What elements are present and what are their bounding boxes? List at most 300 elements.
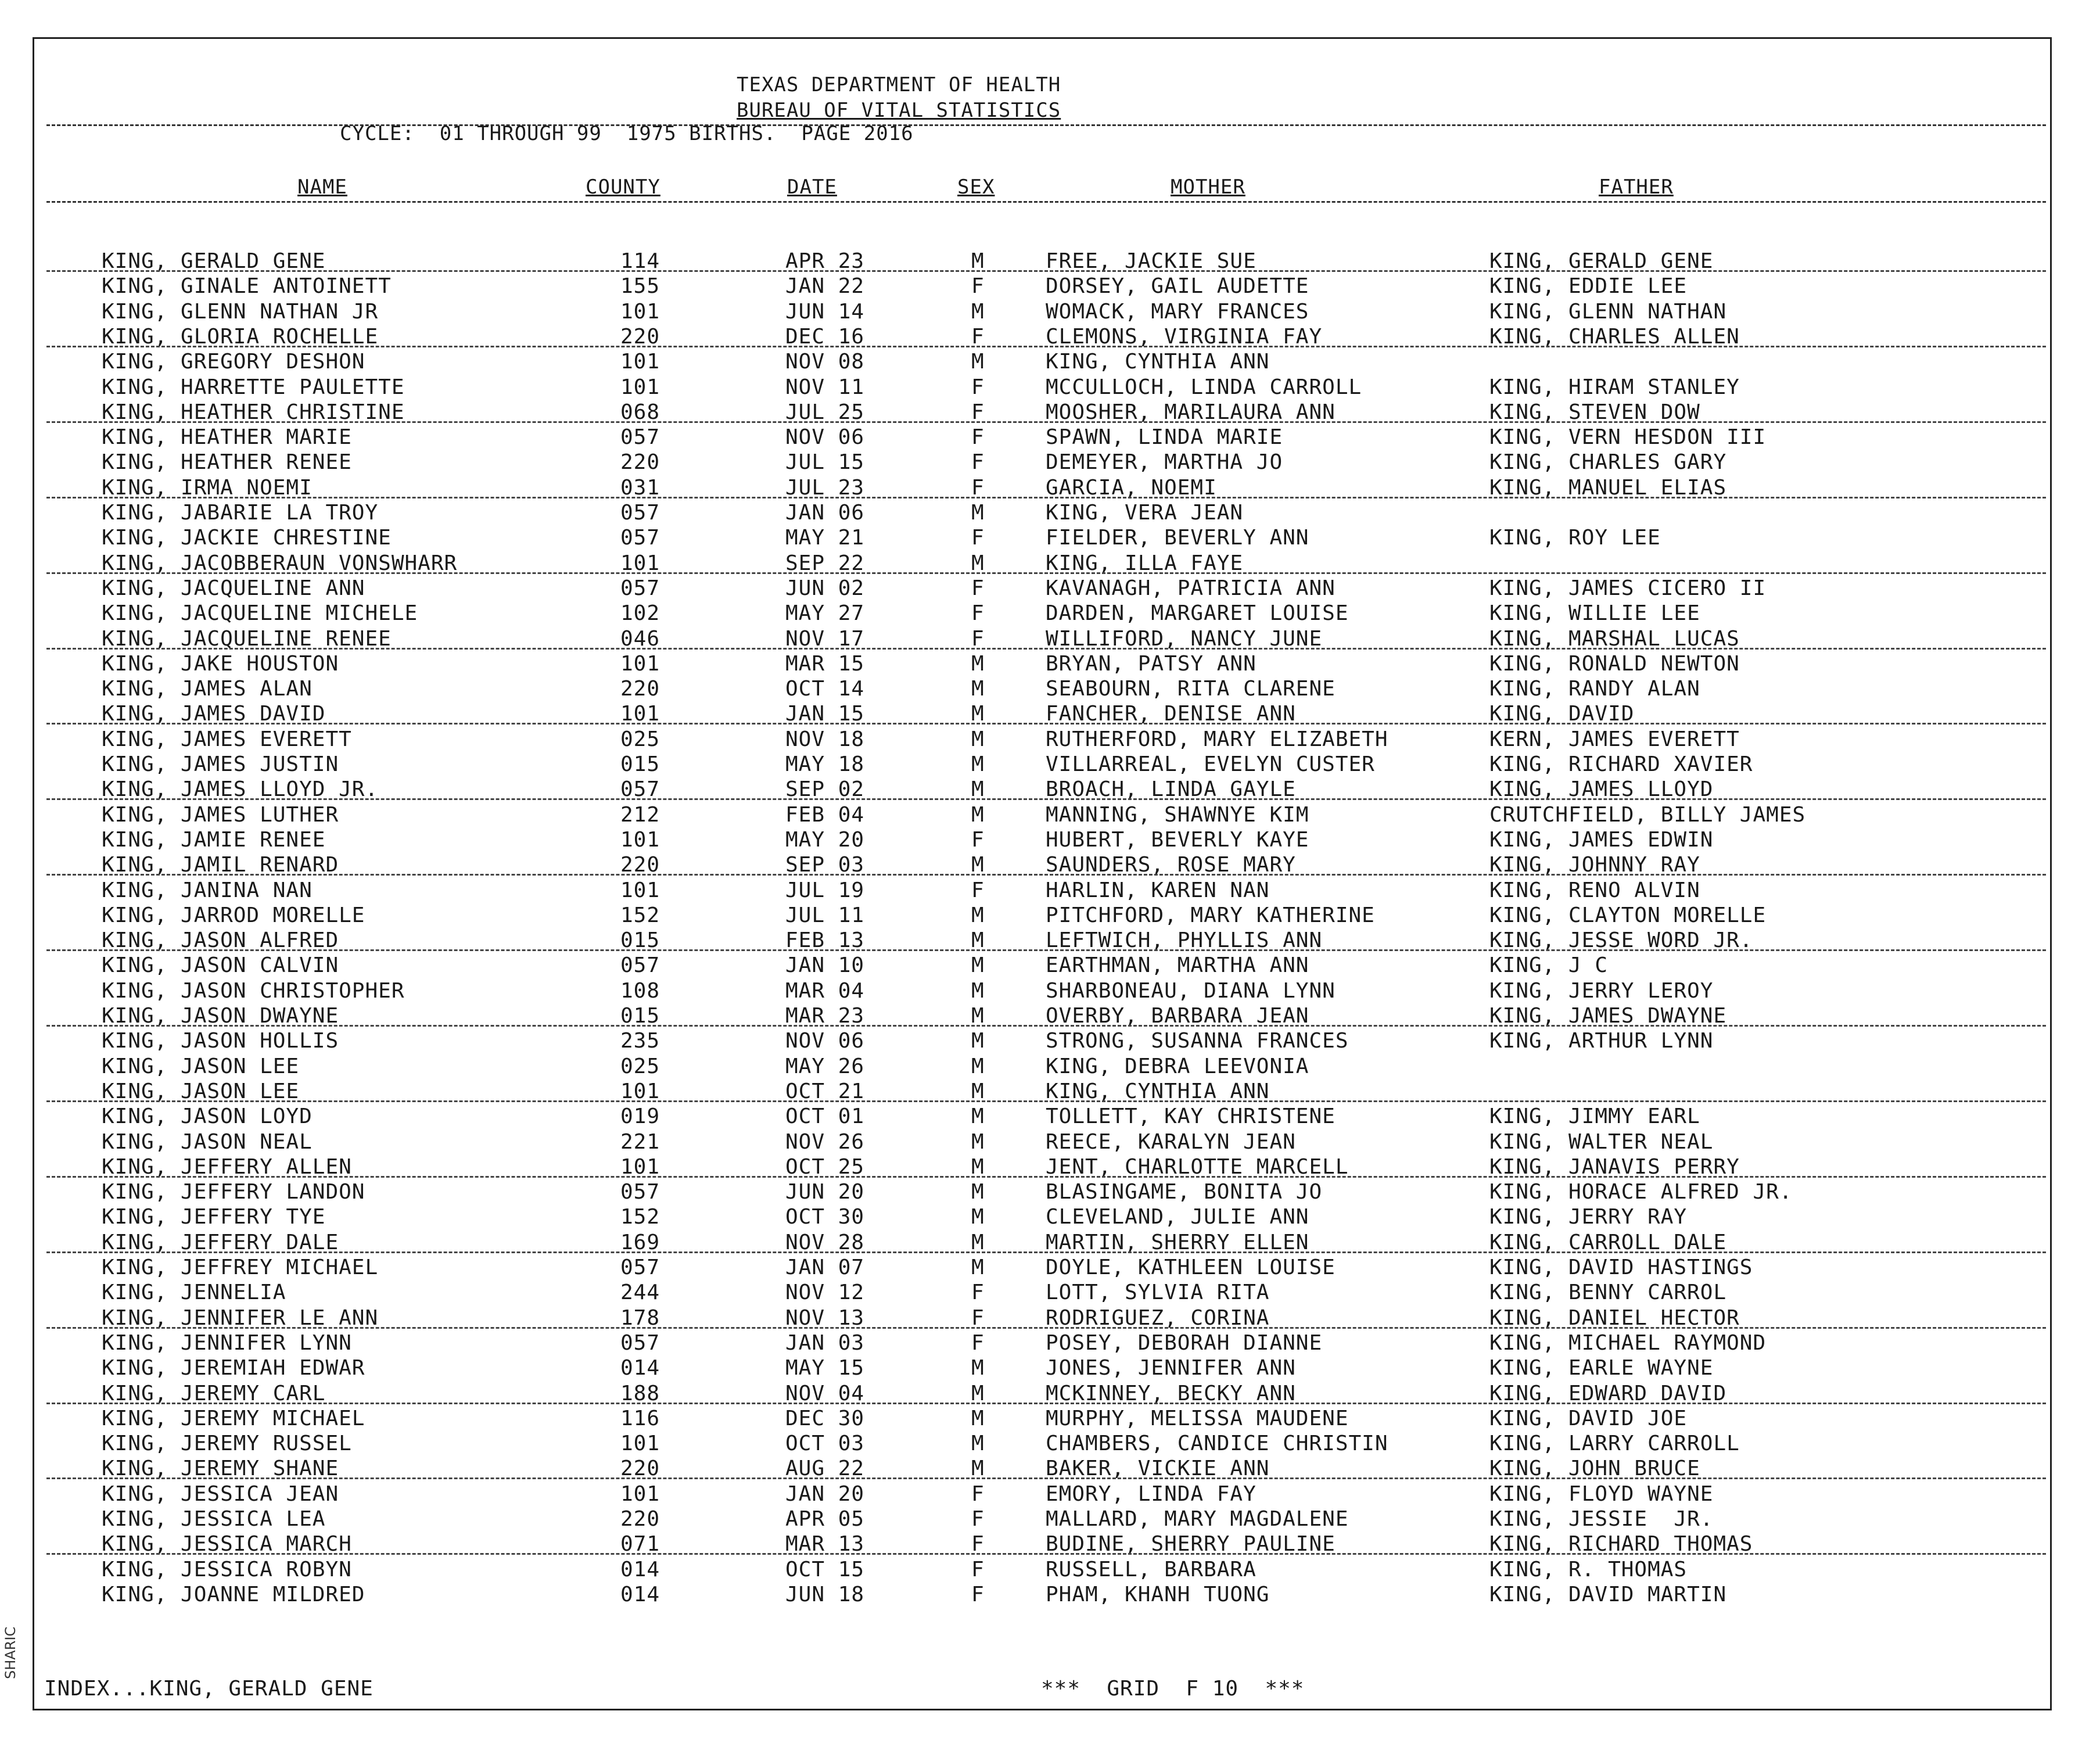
record-row [0, 1129, 2100, 1154]
record-row [0, 349, 2100, 374]
record-county: 101 [620, 1482, 660, 1506]
record-sex: F [971, 1507, 985, 1531]
record-father: KING, JESSE WORD JR. [1489, 928, 1753, 952]
record-row [0, 752, 2100, 777]
record-sex: F [971, 601, 985, 625]
record-date: MAY 20 [785, 828, 865, 852]
record-date: SEP 03 [785, 853, 865, 877]
record-date: JAN 15 [785, 702, 865, 726]
record-mother: TOLLETT, KAY CHRISTENE [1046, 1104, 1336, 1128]
record-row [0, 500, 2100, 525]
record-mother: VILLARREAL, EVELYN CUSTER [1046, 752, 1375, 776]
record-father: KING, MANUEL ELIAS [1489, 476, 1727, 500]
record-date: OCT 25 [785, 1155, 865, 1179]
record-father: KING, J C [1489, 953, 1609, 977]
record-father: KING, RICHARD XAVIER [1489, 752, 1753, 776]
record-row [0, 701, 2100, 726]
record-county: 015 [620, 752, 660, 776]
record-date: SEP 22 [785, 551, 865, 575]
record-sex: M [971, 1432, 985, 1455]
record-name: KING, JASON CHRISTOPHER [102, 979, 405, 1003]
record-mother: KING, CYNTHIA ANN [1046, 1079, 1270, 1103]
record-father: KING, JAMES EDWIN [1489, 828, 1714, 852]
record-mother: MCKINNEY, BECKY ANN [1046, 1382, 1296, 1405]
record-mother: MCCULLOCH, LINDA CARROLL [1046, 375, 1362, 399]
record-date: MAR 04 [785, 979, 865, 1003]
record-sex: F [971, 627, 985, 651]
record-sex: F [971, 325, 985, 349]
record-date: MAY 21 [785, 526, 865, 550]
footer-grid: *** GRID F 10 *** [1041, 1677, 1305, 1701]
record-county: 188 [620, 1382, 660, 1405]
record-name: KING, JACQUELINE ANN [102, 576, 365, 600]
record-name: KING, JEFFREY MICHAEL [102, 1256, 379, 1279]
record-name: KING, GLORIA ROCHELLE [102, 325, 379, 349]
record-name: KING, JESSICA ROBYN [102, 1558, 352, 1581]
record-county: 152 [620, 1205, 660, 1229]
record-county: 101 [620, 828, 660, 852]
record-name: KING, JENNIFER LYNN [102, 1331, 352, 1355]
record-county: 014 [620, 1558, 660, 1581]
record-name: KING, JARROD MORELLE [102, 903, 365, 927]
record-name: KING, HARRETTE PAULETTE [102, 375, 405, 399]
record-row [0, 978, 2100, 1003]
record-name: KING, JAMES DAVID [102, 702, 326, 726]
record-row [0, 1230, 2100, 1255]
record-sex: F [971, 1306, 985, 1330]
record-father: KING, RICHARD THOMAS [1489, 1532, 1753, 1556]
record-mother: FREE, JACKIE SUE [1046, 249, 1257, 273]
record-father: KING, HIRAM STANLEY [1489, 375, 1740, 399]
record-mother: BUDINE, SHERRY PAULINE [1046, 1532, 1336, 1556]
record-name: KING, JEFFERY TYE [102, 1205, 326, 1229]
record-sex: F [971, 1482, 985, 1506]
record-row [0, 274, 2100, 299]
record-row [0, 878, 2100, 903]
record-mother: MARTIN, SHERRY ELLEN [1046, 1231, 1309, 1254]
record-name: KING, JAMIE RENEE [102, 828, 326, 852]
record-name: KING, JAKE HOUSTON [102, 652, 339, 676]
record-sex: M [971, 1205, 985, 1229]
record-mother: LEFTWICH, PHYLLIS ANN [1046, 928, 1323, 952]
record-date: JAN 07 [785, 1256, 865, 1279]
record-mother: REECE, KARALYN JEAN [1046, 1130, 1296, 1154]
record-row [0, 903, 2100, 928]
record-sex: M [971, 1104, 985, 1128]
record-mother: PITCHFORD, MARY KATHERINE [1046, 903, 1375, 927]
record-county: 220 [620, 853, 660, 877]
record-father: KING, MARSHAL LUCAS [1489, 627, 1740, 651]
record-father: KING, HORACE ALFRED JR. [1489, 1180, 1793, 1204]
record-date: JAN 20 [785, 1482, 865, 1506]
record-county: 101 [620, 1079, 660, 1103]
record-county: 057 [620, 501, 660, 525]
record-name: KING, JACOBBERAUN VONSWHARR [102, 551, 458, 575]
record-row [0, 1582, 2100, 1607]
record-date: JAN 22 [785, 274, 865, 298]
record-row [0, 1557, 2100, 1582]
record-date: JUN 20 [785, 1180, 865, 1204]
record-date: OCT 21 [785, 1079, 865, 1103]
record-row [0, 1507, 2100, 1532]
record-sex: M [971, 1004, 985, 1028]
record-date: MAY 26 [785, 1055, 865, 1078]
record-sex: M [971, 702, 985, 726]
record-sex: M [971, 1256, 985, 1279]
record-date: JAN 06 [785, 501, 865, 525]
record-sex: M [971, 1079, 985, 1103]
record-name: KING, JENNELIA [102, 1281, 286, 1304]
record-mother: HUBERT, BEVERLY KAYE [1046, 828, 1309, 852]
record-mother: FIELDER, BEVERLY ANN [1046, 526, 1309, 550]
record-date: OCT 15 [785, 1558, 865, 1581]
record-row [0, 299, 2100, 324]
record-father: KING, JERRY LEROY [1489, 979, 1714, 1003]
record-name: KING, JAMES LLOYD JR. [102, 777, 379, 801]
record-name: KING, JABARIE LA TROY [102, 501, 379, 525]
record-father: KING, LARRY CARROLL [1489, 1432, 1740, 1455]
record-row [0, 1431, 2100, 1456]
record-county: 212 [620, 803, 660, 827]
record-sex: M [971, 853, 985, 877]
record-county: 220 [620, 1507, 660, 1531]
col-mother: MOTHER [1171, 175, 1245, 199]
record-county: 101 [620, 300, 660, 324]
record-date: JUL 19 [785, 878, 865, 902]
record-row [0, 1406, 2100, 1431]
record-sex: M [971, 677, 985, 701]
record-date: NOV 06 [785, 1029, 865, 1053]
record-county: 015 [620, 928, 660, 952]
record-mother: STRONG, SUSANNA FRANCES [1046, 1029, 1349, 1053]
record-county: 057 [620, 425, 660, 449]
record-father: KING, STEVEN DOW [1489, 400, 1700, 424]
record-sex: M [971, 1356, 985, 1380]
record-date: NOV 08 [785, 350, 865, 374]
record-county: 057 [620, 953, 660, 977]
record-row [0, 1280, 2100, 1305]
record-sex: F [971, 526, 985, 550]
record-county: 101 [620, 1155, 660, 1179]
record-father: KING, R. THOMAS [1489, 1558, 1688, 1581]
record-sex: F [971, 274, 985, 298]
record-county: 101 [620, 551, 660, 575]
header-cycle: CYCLE: 01 THROUGH 99 1975 BIRTHS. PAGE 2016 [340, 122, 914, 145]
record-county: 220 [620, 325, 660, 349]
record-sex: M [971, 551, 985, 575]
record-mother: LOTT, SYLVIA RITA [1046, 1281, 1270, 1304]
record-sex: M [971, 903, 985, 927]
record-county: 101 [620, 375, 660, 399]
record-mother: FANCHER, DENISE ANN [1046, 702, 1296, 726]
record-sex: M [971, 1155, 985, 1179]
record-mother: WOMACK, MARY FRANCES [1046, 300, 1309, 324]
record-county: 101 [620, 652, 660, 676]
record-sex: M [971, 1407, 985, 1430]
record-sex: F [971, 400, 985, 424]
record-name: KING, JACQUELINE MICHELE [102, 601, 418, 625]
record-county: 071 [620, 1532, 660, 1556]
record-sex: F [971, 476, 985, 500]
record-name: KING, JEREMY SHANE [102, 1457, 339, 1480]
record-father: KING, ARTHUR LYNN [1489, 1029, 1714, 1053]
record-mother: KING, CYNTHIA ANN [1046, 350, 1270, 374]
record-row [0, 475, 2100, 500]
col-name: NAME [297, 175, 347, 199]
record-row [0, 1104, 2100, 1129]
record-name: KING, HEATHER RENEE [102, 450, 352, 474]
record-father: KING, DANIEL HECTOR [1489, 1306, 1740, 1330]
record-county: 057 [620, 1180, 660, 1204]
record-date: DEC 30 [785, 1407, 865, 1430]
record-row [0, 676, 2100, 701]
record-name: KING, HEATHER MARIE [102, 425, 352, 449]
record-county: 014 [620, 1356, 660, 1380]
record-date: AUG 22 [785, 1457, 865, 1480]
record-father: CRUTCHFIELD, BILLY JAMES [1489, 803, 1806, 827]
record-county: 057 [620, 777, 660, 801]
record-sex: M [971, 1457, 985, 1480]
record-mother: KAVANAGH, PATRICIA ANN [1046, 576, 1336, 600]
record-father: KING, JOHN BRUCE [1489, 1457, 1700, 1480]
record-mother: JONES, JENNIFER ANN [1046, 1356, 1296, 1380]
record-father: KING, EARLE WAYNE [1489, 1356, 1714, 1380]
record-mother: WILLIFORD, NANCY JUNE [1046, 627, 1323, 651]
record-sex: F [971, 375, 985, 399]
record-sex: M [971, 350, 985, 374]
record-sex: M [971, 803, 985, 827]
record-mother: MALLARD, MARY MAGDALENE [1046, 1507, 1349, 1531]
record-mother: RUSSELL, BARBARA [1046, 1558, 1257, 1581]
record-county: 057 [620, 1256, 660, 1279]
record-date: MAY 18 [785, 752, 865, 776]
record-county: 235 [620, 1029, 660, 1053]
record-name: KING, JAMES ALAN [102, 677, 313, 701]
record-county: 220 [620, 677, 660, 701]
header-bureau: BUREAU OF VITAL STATISTICS [737, 99, 1061, 122]
record-sex: M [971, 928, 985, 952]
record-sex: M [971, 1055, 985, 1078]
record-county: 220 [620, 1457, 660, 1480]
record-name: KING, JAMIL RENARD [102, 853, 339, 877]
record-father: KING, WILLIE LEE [1489, 601, 1700, 625]
record-row [0, 852, 2100, 877]
record-row [0, 601, 2100, 626]
record-name: KING, JAMES JUSTIN [102, 752, 339, 776]
record-mother: DEMEYER, MARTHA JO [1046, 450, 1283, 474]
record-father: KING, JAMES LLOYD [1489, 777, 1714, 801]
record-father: KING, JOHNNY RAY [1489, 853, 1700, 877]
record-county: 014 [620, 1583, 660, 1606]
record-row [0, 1456, 2100, 1481]
record-mother: DORSEY, GAIL AUDETTE [1046, 274, 1309, 298]
record-county: 220 [620, 450, 660, 474]
record-sex: M [971, 1130, 985, 1154]
record-county: 169 [620, 1231, 660, 1254]
record-name: KING, JEFFERY DALE [102, 1231, 339, 1254]
record-father: KING, DAVID JOE [1489, 1407, 1688, 1430]
record-name: KING, HEATHER CHRISTINE [102, 400, 405, 424]
record-county: 101 [620, 702, 660, 726]
record-sex: M [971, 979, 985, 1003]
record-mother: CHAMBERS, CANDICE CHRISTIN [1046, 1432, 1388, 1455]
record-row [0, 1028, 2100, 1053]
col-father: FATHER [1599, 175, 1674, 199]
record-row [0, 1054, 2100, 1079]
record-name: KING, JASON HOLLIS [102, 1029, 339, 1053]
record-mother: SEABOURN, RITA CLARENE [1046, 677, 1336, 701]
record-father: KING, CARROLL DALE [1489, 1231, 1727, 1254]
record-sex: F [971, 576, 985, 600]
record-sex: M [971, 777, 985, 801]
record-name: KING, JASON CALVIN [102, 953, 339, 977]
record-county: 221 [620, 1130, 660, 1154]
record-date: OCT 14 [785, 677, 865, 701]
record-date: MAR 23 [785, 1004, 865, 1028]
record-mother: BROACH, LINDA GAYLE [1046, 777, 1296, 801]
record-father: KING, CLAYTON MORELLE [1489, 903, 1767, 927]
record-sex: M [971, 727, 985, 751]
record-row [0, 525, 2100, 550]
record-mother: POSEY, DEBORAH DIANNE [1046, 1331, 1323, 1355]
record-county: 116 [620, 1407, 660, 1430]
record-sex: M [971, 300, 985, 324]
record-date: MAR 13 [785, 1532, 865, 1556]
record-date: OCT 01 [785, 1104, 865, 1128]
record-sex: M [971, 652, 985, 676]
record-county: 244 [620, 1281, 660, 1304]
record-mother: BRYAN, PATSY ANN [1046, 652, 1257, 676]
record-county: 068 [620, 400, 660, 424]
record-mother: DARDEN, MARGARET LOUISE [1046, 601, 1349, 625]
record-name: KING, IRMA NOEMI [102, 476, 313, 500]
record-sex: M [971, 1382, 985, 1405]
record-date: JUN 18 [785, 1583, 865, 1606]
footer-index: INDEX...KING, GERALD GENE [44, 1677, 374, 1701]
record-mother: RODRIGUEZ, CORINA [1046, 1306, 1270, 1330]
record-father: KING, JAMES DWAYNE [1489, 1004, 1727, 1028]
record-sex: M [971, 1231, 985, 1254]
record-name: KING, JASON NEAL [102, 1130, 313, 1154]
record-sex: F [971, 425, 985, 449]
col-county: COUNTY [586, 175, 660, 199]
record-name: KING, JACKIE CHRESTINE [102, 526, 392, 550]
record-father: KING, JANAVIS PERRY [1489, 1155, 1740, 1179]
record-mother: OVERBY, BARBARA JEAN [1046, 1004, 1309, 1028]
record-name: KING, JEFFERY LANDON [102, 1180, 365, 1204]
record-date: NOV 04 [785, 1382, 865, 1405]
record-county: 108 [620, 979, 660, 1003]
record-name: KING, JESSICA MARCH [102, 1532, 352, 1556]
record-name: KING, JEREMY RUSSEL [102, 1432, 352, 1455]
record-father: KING, JERRY RAY [1489, 1205, 1688, 1229]
record-father: KING, JESSIE JR. [1489, 1507, 1714, 1531]
record-row [0, 1330, 2100, 1355]
record-father: KING, BENNY CARROL [1489, 1281, 1727, 1304]
record-row [0, 626, 2100, 651]
record-date: JUL 23 [785, 476, 865, 500]
record-county: 025 [620, 1055, 660, 1078]
record-date: JUN 14 [785, 300, 865, 324]
record-father: KING, RONALD NEWTON [1489, 652, 1740, 676]
record-father: KING, VERN HESDON III [1489, 425, 1767, 449]
record-father: KING, GERALD GENE [1489, 249, 1714, 273]
record-father: KING, CHARLES ALLEN [1489, 325, 1740, 349]
col-sex: SEX [957, 175, 995, 199]
record-sex: M [971, 249, 985, 273]
record-mother: MURPHY, MELISSA MAUDENE [1046, 1407, 1349, 1430]
record-mother: KING, ILLA FAYE [1046, 551, 1244, 575]
record-sex: F [971, 1532, 985, 1556]
record-row [0, 651, 2100, 676]
record-row [0, 802, 2100, 827]
record-mother: MANNING, SHAWNYE KIM [1046, 803, 1309, 827]
record-row [0, 551, 2100, 576]
record-mother: CLEVELAND, JULIE ANN [1046, 1205, 1309, 1229]
record-name: KING, GREGORY DESHON [102, 350, 365, 374]
record-date: OCT 30 [785, 1205, 865, 1229]
record-name: KING, JEREMY MICHAEL [102, 1407, 365, 1430]
record-name: KING, JAMES EVERETT [102, 727, 352, 751]
record-date: OCT 03 [785, 1432, 865, 1455]
record-date: MAY 15 [785, 1356, 865, 1380]
record-county: 102 [620, 601, 660, 625]
record-sex: F [971, 1331, 985, 1355]
record-name: KING, JESSICA JEAN [102, 1482, 339, 1506]
record-row [0, 953, 2100, 978]
record-date: NOV 11 [785, 375, 865, 399]
record-row [0, 400, 2100, 425]
record-mother: CLEMONS, VIRGINIA FAY [1046, 325, 1323, 349]
record-date: DEC 16 [785, 325, 865, 349]
record-row [0, 928, 2100, 953]
col-date: DATE [787, 175, 837, 199]
record-father: KING, JAMES CICERO II [1489, 576, 1767, 600]
record-date: MAY 27 [785, 601, 865, 625]
record-county: 152 [620, 903, 660, 927]
record-father: KERN, JAMES EVERETT [1489, 727, 1740, 751]
record-father: KING, WALTER NEAL [1489, 1130, 1714, 1154]
record-county: 114 [620, 249, 660, 273]
record-father: KING, RENO ALVIN [1489, 878, 1700, 902]
record-row [0, 1179, 2100, 1204]
record-county: 019 [620, 1104, 660, 1128]
record-row [0, 1482, 2100, 1507]
record-date: JUL 25 [785, 400, 865, 424]
record-name: KING, JOANNE MILDRED [102, 1583, 365, 1606]
record-row [0, 450, 2100, 475]
record-county: 046 [620, 627, 660, 651]
record-name: KING, JASON LOYD [102, 1104, 313, 1128]
record-father: KING, CHARLES GARY [1489, 450, 1727, 474]
record-father: KING, GLENN NATHAN [1489, 300, 1727, 324]
record-mother: KING, VERA JEAN [1046, 501, 1244, 525]
record-date: JUN 02 [785, 576, 865, 600]
record-row [0, 1355, 2100, 1380]
record-county: 155 [620, 274, 660, 298]
record-row [0, 1154, 2100, 1179]
record-sex: M [971, 501, 985, 525]
record-sex: F [971, 828, 985, 852]
record-father: KING, JIMMY EARL [1489, 1104, 1700, 1128]
record-date: MAR 15 [785, 652, 865, 676]
record-mother: DOYLE, KATHLEEN LOUISE [1046, 1256, 1336, 1279]
record-date: FEB 13 [785, 928, 865, 952]
record-row [0, 777, 2100, 802]
record-row [0, 1079, 2100, 1104]
record-date: JUL 11 [785, 903, 865, 927]
record-date: NOV 13 [785, 1306, 865, 1330]
